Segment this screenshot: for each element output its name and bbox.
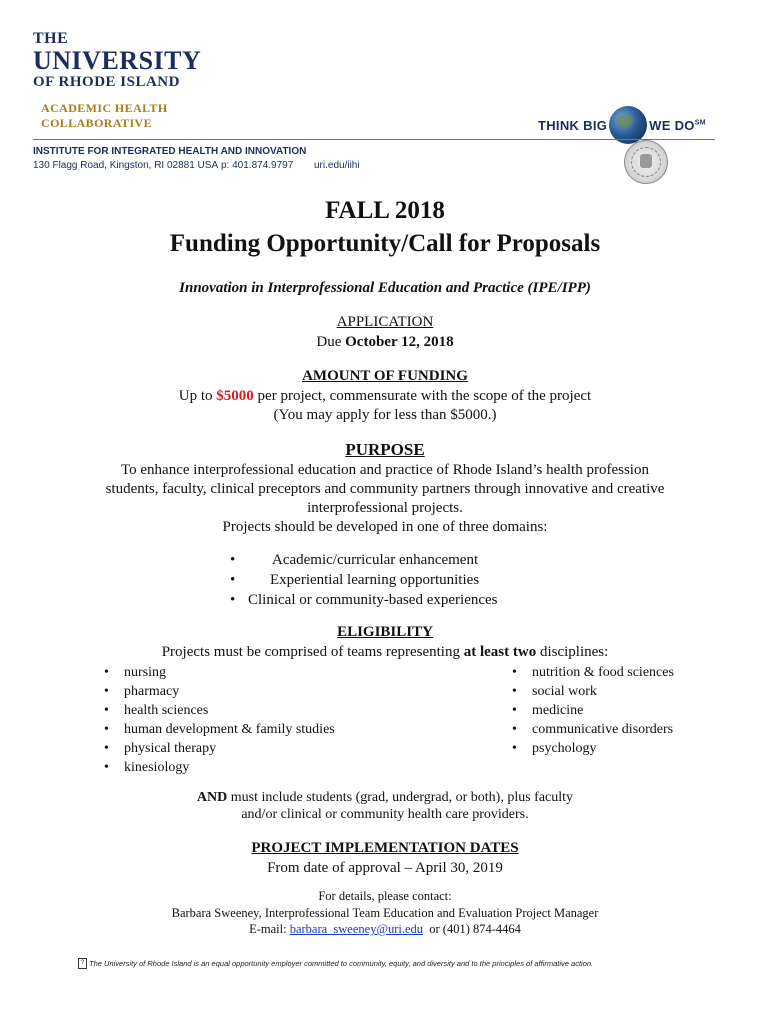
application-heading: APPLICATION [336,314,434,330]
uri-logo [33,30,201,131]
logo-university: UNIVERSITY [33,46,202,75]
list-item: • nursing [100,663,335,682]
institute-phone: p: 401.874.9797 [221,160,294,171]
logo-ahc-line1: ACADEMIC HEALTH [41,101,168,115]
list-item: • Clinical or community-based experiences [226,590,498,610]
list-item: • psychology [508,739,674,758]
title-main: Funding Opportunity/Call for Proposals [169,230,601,257]
list-item: • medicine [508,701,674,720]
email-link[interactable]: barbara_sweeney@uri.edu [289,922,424,936]
list-item: • communicative disorders [508,720,674,739]
eligibility-intro: Projects must be comprised of teams representing at least two disciplines: [161,644,609,660]
title-term: FALL 2018 [325,197,445,224]
header-divider [33,139,715,140]
list-item: • kinesiology [100,758,335,777]
list-item: • nutrition & food sciences [508,663,674,682]
footer-note [78,958,593,969]
purpose-heading: PURPOSE [345,440,425,459]
contact-name: Barbara Sweeney, Interprofessional Team Education and Evaluation Project Manager [171,906,599,920]
tagline-left: THINK BIG [538,117,608,133]
contact-email-line: E-mail: barbara_sweeney@uri.edu or (401) 874-4464 [249,922,521,936]
purpose-line-2: students, faculty, clinical preceptors and community partners through innovative and creative [105,481,665,497]
logo-ahc-line2: COLLABORATIVE [41,116,152,130]
footer-note-text: The University of Rhode Island is an equal opportunity employer committed to community, equity, and diversity and to the principles of affirmative action. [89,959,594,968]
contact-intro: For details, please contact: [318,889,452,903]
implementation-heading: PROJECT IMPLEMENTATION DATES [251,840,519,856]
list-item: • health sciences [100,701,335,720]
application-due: Due October 12, 2018 [316,334,454,350]
list-item: • human development & family studies [100,720,335,739]
list-item: • Experiential learning opportunities [226,570,498,590]
institute-name: INSTITUTE FOR INTEGRATED HEALTH AND INNOVATION [33,146,307,157]
funding-note: (You may apply for less than $5000.) [273,407,497,423]
list-item: • Academic/curricular enhancement [226,550,498,570]
purpose-line-1: To enhance interprofessional education and practice of Rhode Island’s health profession [121,462,649,478]
domains-list [226,550,498,610]
eligibility-heading: ELIGIBILITY [337,624,433,640]
list-item: • physical therapy [100,739,335,758]
subtitle: Innovation in Interprofessional Education and Practice (IPE/IPP) [179,280,591,296]
logo-rhode-island: OF RHODE ISLAND [33,74,180,90]
eligibility-and-line: AND must include students (grad, undergrad, or both), plus faculty [196,790,574,805]
institute-address: 130 Flagg Road, Kingston, RI 02881 USA [33,160,219,171]
list-item: • pharmacy [100,682,335,701]
implementation-dates: From date of approval – April 30, 2019 [267,860,503,876]
university-seal-icon [624,140,668,184]
funding-amount-line: Up to $5000 per project, commensurate with the scope of the project [178,388,592,404]
eligibility-and-line-2: and/or clinical or community health care providers. [241,807,529,822]
disciplines-left-list [100,663,335,777]
logo-the: THE [33,30,69,47]
logo-academic-health-collaborative [41,101,201,131]
tagline-right: WE DO℠ [649,117,706,133]
disciplines-right-list [508,663,674,758]
funding-heading: AMOUNT OF FUNDING [302,368,468,384]
missing-glyph-icon: ? [78,958,87,969]
list-item: • social work [508,682,674,701]
institute-website[interactable]: uri.edu/iihi [314,160,360,171]
purpose-line-4: Projects should be developed in one of three domains: [222,519,548,535]
purpose-line-3: interprofessional projects. [307,500,463,516]
